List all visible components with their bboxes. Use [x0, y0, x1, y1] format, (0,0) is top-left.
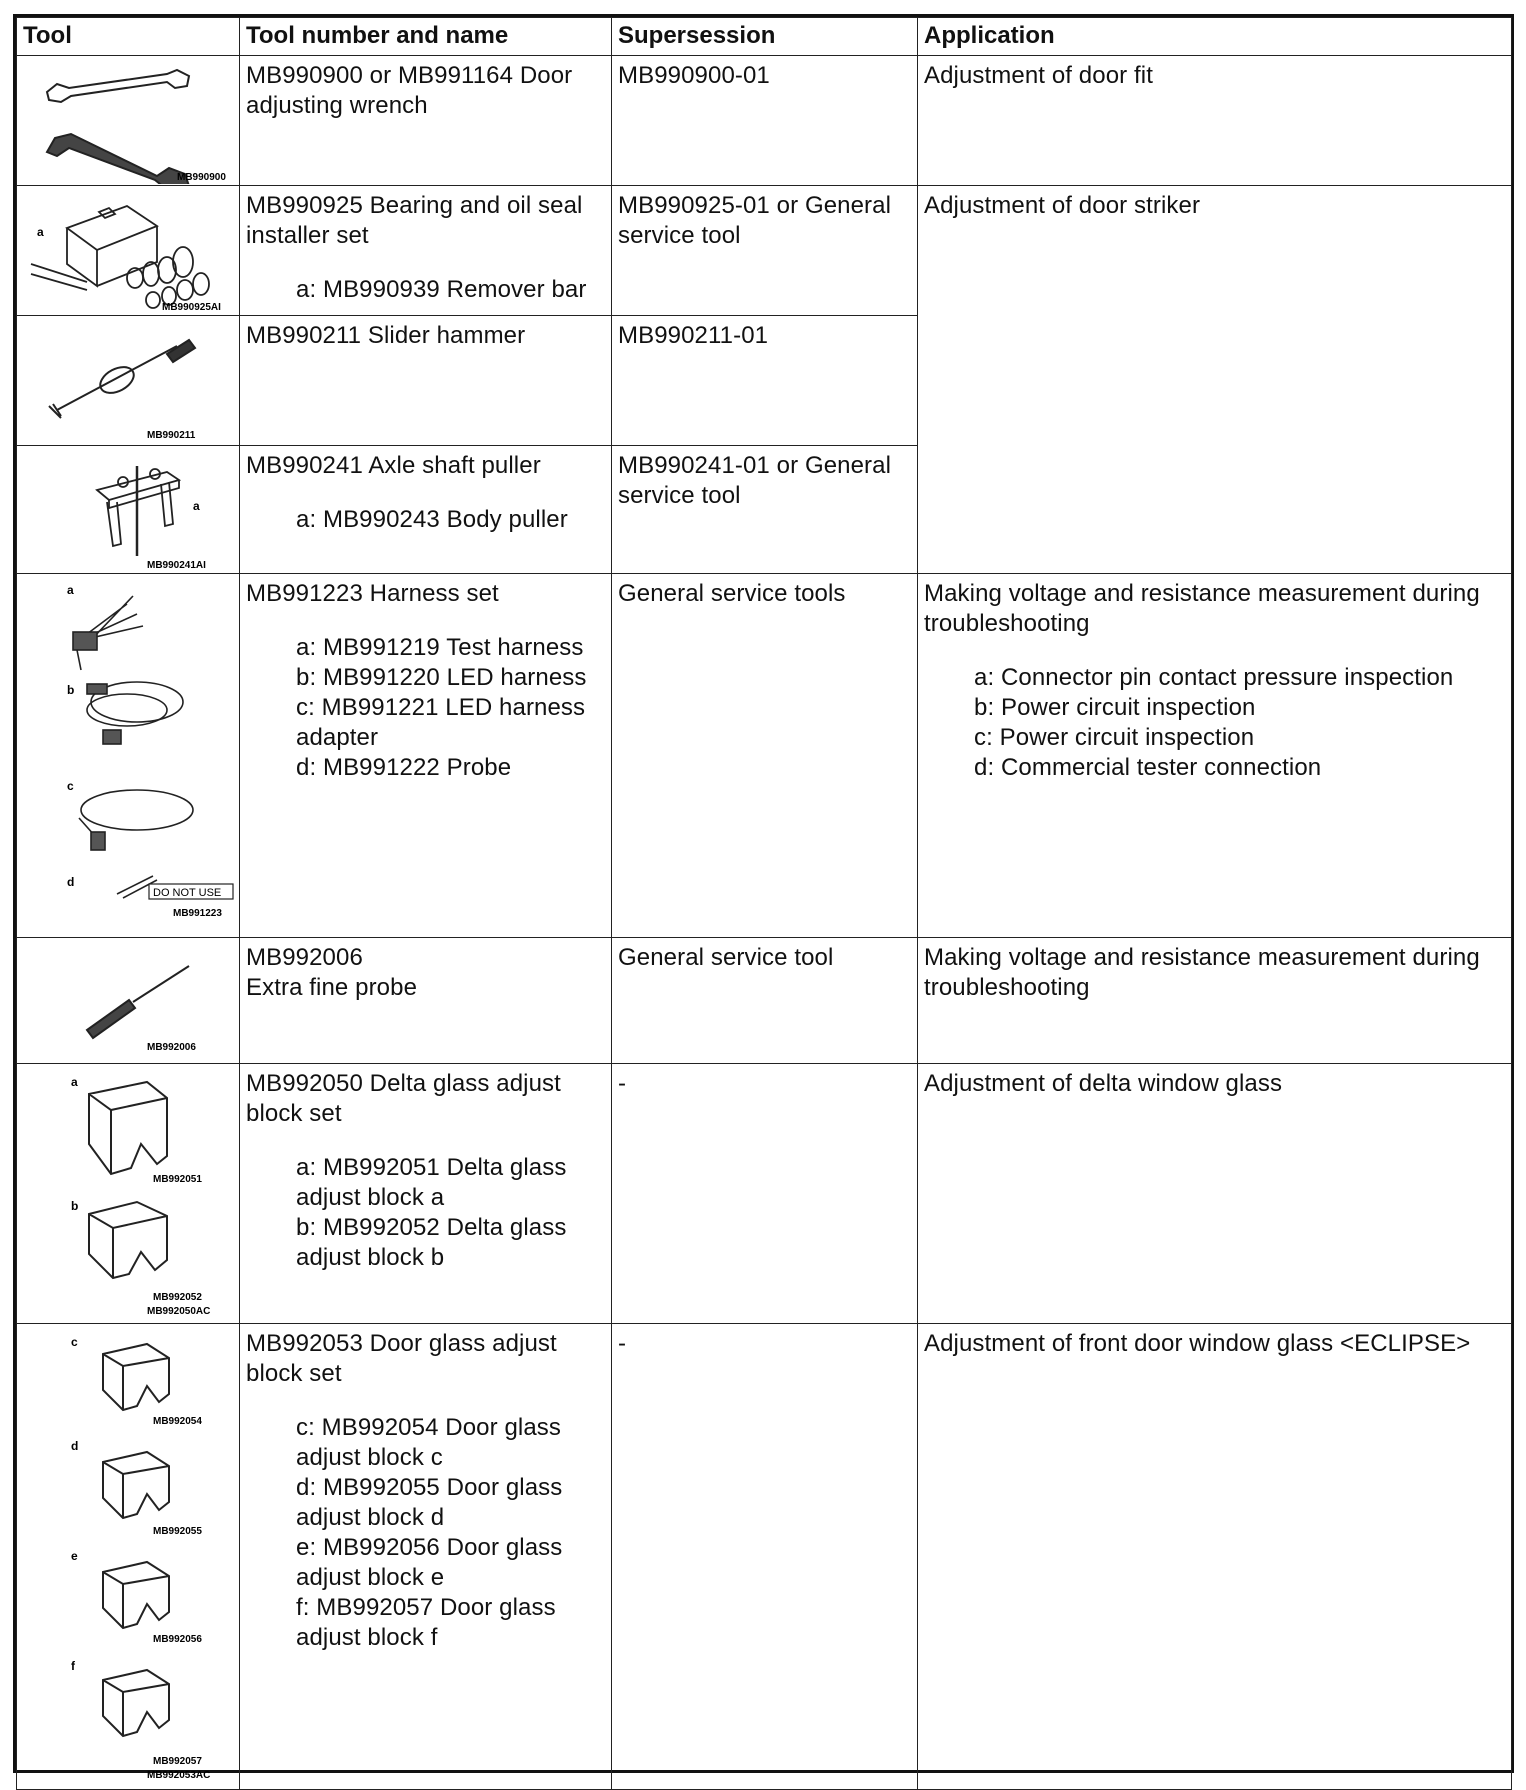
application: Making voltage and resistance measurement during troubleshooting	[918, 938, 1512, 1064]
sub-item: c: MB991221 LED harness adapter	[296, 694, 586, 751]
sub-item: d: MB991222 Probe	[296, 754, 512, 781]
image-caption: MB991223	[173, 908, 222, 919]
table-row	[17, 186, 1512, 316]
tool-name: MB992050 Delta glass adjust block set	[246, 1070, 561, 1127]
sub-item: b: MB992052 Delta glass adjust block b	[296, 1214, 567, 1271]
tool-name-cell	[240, 574, 612, 938]
table-row	[17, 56, 1512, 186]
application: Adjustment of delta window glass	[918, 1064, 1512, 1324]
slider-hammer-illustration	[17, 316, 239, 444]
image-label-d: d	[71, 1439, 79, 1453]
tool-illustration-cell	[17, 316, 240, 446]
tool-illustration-cell	[17, 1064, 240, 1324]
image-caption: MB992052	[153, 1292, 202, 1303]
application-item: c: Power circuit inspection	[974, 724, 1255, 751]
door-glass-block-set-illustration	[17, 1324, 239, 1788]
supersession: -	[612, 1064, 918, 1324]
image-label-a: a	[71, 1075, 78, 1089]
application-item: b: Power circuit inspection	[974, 694, 1256, 721]
image-caption: MB992051	[153, 1174, 202, 1185]
header-supersession: Supersession	[612, 18, 918, 56]
table-row	[17, 1064, 1512, 1324]
tool-illustration-cell	[17, 938, 240, 1064]
axle-shaft-puller-illustration	[17, 446, 239, 572]
application: Adjustment of door fit	[918, 56, 1512, 186]
application-item: a: Connector pin contact pressure inspection	[974, 664, 1454, 691]
header-application: Application	[918, 18, 1512, 56]
application: Adjustment of door striker	[918, 186, 1512, 574]
image-label-c: c	[71, 1335, 78, 1349]
supersession: MB990900-01	[612, 56, 918, 186]
image-caption: MB990241AI	[147, 560, 206, 571]
sub-item: b: MB991220 LED harness	[296, 664, 587, 691]
application-cell	[918, 574, 1512, 938]
supersession: MB990241-01 or General service tool	[612, 446, 918, 574]
sub-item: a: MB992051 Delta glass adjust block a	[296, 1154, 567, 1211]
application-item: d: Commercial tester connection	[974, 754, 1322, 781]
tool-illustration-cell	[17, 1324, 240, 1790]
image-label-d: d	[67, 875, 75, 889]
tool-name-cell	[240, 186, 612, 316]
delta-glass-block-set-illustration	[17, 1064, 239, 1322]
image-caption: MB992054	[153, 1416, 202, 1427]
application: Adjustment of front door window glass <ECLIPSE>	[918, 1324, 1512, 1790]
sub-item: a: MB991219 Test harness	[296, 634, 584, 661]
supersession: -	[612, 1324, 918, 1790]
header-row	[17, 18, 1512, 56]
image-caption: MB992056	[153, 1634, 202, 1645]
extra-fine-probe-illustration	[17, 938, 239, 1062]
image-caption: MB992053AC	[147, 1770, 211, 1781]
image-label-b: b	[67, 683, 75, 697]
tool-name: MB992053 Door glass adjust block set	[246, 1330, 557, 1387]
sub-item: a: MB990939 Remover bar	[296, 276, 587, 303]
image-caption: MB992050AC	[147, 1306, 211, 1317]
special-tools-table	[16, 17, 1512, 1790]
do-not-use-label: DO NOT USE	[153, 887, 222, 899]
image-label-a: a	[37, 225, 44, 239]
tool-name-cell	[240, 446, 612, 574]
header-tool-number-name: Tool number and name	[240, 18, 612, 56]
tool-name: MB990925 Bearing and oil seal installer set	[246, 192, 583, 249]
table-row	[17, 574, 1512, 938]
header-tool: Tool	[17, 18, 240, 56]
sub-item: d: MB992055 Door glass adjust block d	[296, 1474, 563, 1531]
table-row	[17, 938, 1512, 1064]
table-row	[17, 1324, 1512, 1790]
sub-item: a: MB990243 Body puller	[296, 506, 568, 533]
application: Making voltage and resistance measurement during troubleshooting	[924, 580, 1480, 637]
sub-item: e: MB992056 Door glass adjust block e	[296, 1534, 563, 1591]
tool-name: MB991223 Harness set	[246, 580, 499, 607]
image-label-a: a	[193, 499, 200, 513]
sub-item: c: MB992054 Door glass adjust block c	[296, 1414, 562, 1471]
image-caption: MB990925AI	[162, 302, 221, 313]
supersession: MB990211-01	[612, 316, 918, 446]
supersession: MB990925-01 or General service tool	[612, 186, 918, 316]
image-label-a: a	[67, 583, 74, 597]
tool-name-cell	[240, 1324, 612, 1790]
sub-item: f: MB992057 Door glass adjust block f	[296, 1594, 556, 1651]
tool-name: MB990211 Slider hammer	[240, 316, 612, 446]
image-label-e: e	[71, 1549, 78, 1563]
tool-name-line-2: Extra fine probe	[246, 974, 418, 1001]
image-caption: MB990900	[177, 172, 226, 183]
door-adjusting-wrench-illustration	[17, 56, 239, 184]
special-tools-table-frame	[13, 14, 1514, 1781]
image-caption: MB992057	[153, 1756, 202, 1767]
image-label-f: f	[71, 1659, 75, 1673]
tool-illustration-cell	[17, 574, 240, 938]
tool-name-line-1: MB992006	[246, 944, 363, 971]
harness-set-illustration	[17, 574, 239, 936]
image-caption: MB992055	[153, 1526, 202, 1537]
supersession: General service tool	[612, 938, 918, 1064]
tool-name: MB990241 Axle shaft puller	[246, 452, 541, 479]
tool-name-cell	[240, 938, 612, 1064]
image-caption: MB992006	[147, 1042, 196, 1053]
tool-illustration-cell	[17, 446, 240, 574]
image-label-b: b	[71, 1199, 79, 1213]
image-caption: MB990211	[147, 430, 196, 441]
bearing-installer-set-illustration	[17, 186, 239, 314]
supersession: General service tools	[612, 574, 918, 938]
tool-name-cell	[240, 1064, 612, 1324]
tool-illustration-cell	[17, 186, 240, 316]
image-label-c: c	[67, 779, 74, 793]
tool-illustration-cell	[17, 56, 240, 186]
tool-name: MB990900 or MB991164 Door adjusting wrench	[240, 56, 612, 186]
